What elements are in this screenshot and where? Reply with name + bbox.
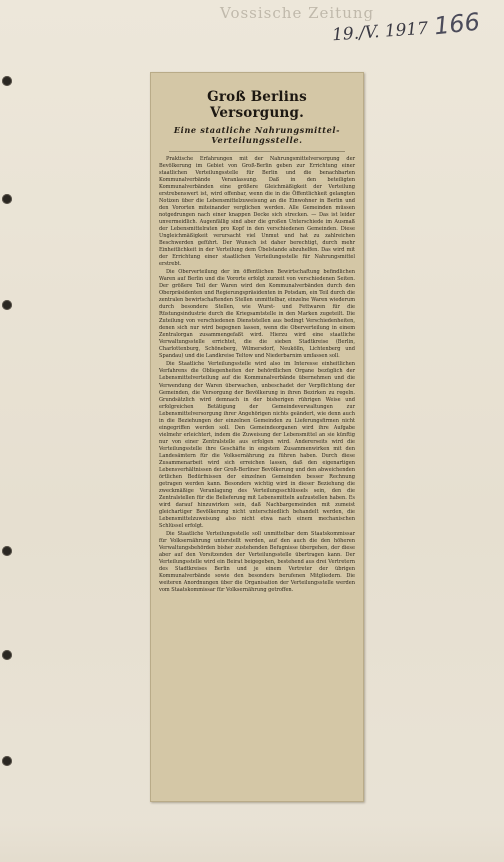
binding-hole bbox=[2, 300, 12, 310]
newspaper-masthead-fragment: Vossische Zeitung bbox=[220, 4, 375, 22]
article-paragraph: Die Staatliche Verteilungsstelle wird also im Interesse einheitlichen Verfahrens die Obliegenheiten der behördlichen Organe bezüglich der Lebensmittelverteilung auf die Kommunalverbände übernehmen und die Verwendung der Waren überwachen, unbeschadet der Verpflichtung der Gemeinden, die Versorgung der Bevölkerung in ihren Bezirken zu regeln. Grundsätzlich wird demnach in der bisherigen rührigen Weise und erfolgreichen Betätigung der Gemeindeverwaltungen zur Lebensmittelversorgung ihrer Angehörigen nichts geändert, wie denn auch in die Beziehungen der einzelnen Gemeinden zu Lieferungsfirmen nicht eingegriffen werden soll. Den Gemeindeorganen wird ihre Aufgabe vielmehr erleichtert, indem die Zuweisung der Lebensmittel an sie künftig nur von einer Zentralstelle aus erfolgen wird. Andererseits wird die Verteilungsstelle ihre Geschäfte in engstem Zusammenwirken mit den Landesämtern für die Volksernährung zu führen haben. Durch diese Zusammenarbeit wird sich erreichen lassen, daß den eigenartigen Lebensverhältnissen der Groß-Berliner Bevölkerung und den abweichenden örtlichen Bedürfnissen der einzelnen Gemeinden besser Rechnung getragen werden kann. Besonders wichtig wird in dieser Beziehung die zweckmäßige Veranlagung des Verteilungsschlüssels sein, den die Zentralstellen für die Belieferung mit Lebensmitteln aufzustellen haben. Es wird darauf hinzuwirken sein, daß Nachbargemeinden mit zumeist gleichartiger Bevölkerung nicht unterschiedlich behandelt werden, die Lebensmittelzuweisung also nicht etwa nach einem mechanischen Schlüssel erfolgt. bbox=[159, 361, 355, 529]
article-paragraph: Praktische Erfahrungen mit der Nahrungsmittelversorgung der Bevölkerung im Gebiet von Groß-Berlin geben zur Errichtung einer staatlichen Verteilungsstelle für Berlin und die benachbarten Kommunalverbände Veranlassung. Daß in den beteiligten Kommunalverbänden eine größere Gleichmäßigkeit der Verteilung erstrebenswert ist, wird offenbar, wenn die in die Öffentlichkeit gelangten Notizen über die Lebensmittelzuweisung an die Einwohner in Berlin und den Vororten miteinander verglichen werden. Alle Gemeinden müssen notgedrungen nach einer knappen Decke sich strecken. — Das ist leider unvermeidlich. Augenfällig sind aber die großen Unterschiede im Ausmaß der Lebensmittelraten pro Kopf in den verschiedenen Gemeinden. Diese Ungleichmäßigkeit verursacht viel Unmut und hat zu zahlreichen Beschwerden geführt. Der Wunsch ist daher berechtigt, durch mehr Einheitlichkeit in der Verteilung dem Übelstande abzuhelfen. Das wird mit der Errichtung einer staatlichen Verteilungsstelle für Nahrungsmittel erstrebt. bbox=[159, 156, 355, 268]
binding-hole bbox=[2, 650, 12, 660]
article-headline: Groß Berlins Versorgung. bbox=[207, 89, 307, 121]
archive-page-number: 166 bbox=[432, 7, 482, 41]
handwritten-date: 19./V. 1917 bbox=[331, 18, 429, 46]
divider bbox=[169, 151, 345, 152]
article-paragraph: Die Staatliche Verteilungsstelle soll unmittelbar dem Staatskommissar für Volksernährung unterstellt werden, auf den auch die den höheren Verwaltungsbehörden bisher zustehenden Befugnisse übergehen, der diese aber auf den Vorsitzenden der Verteilungsstelle übertragen kann. Der Verteilungsstelle wird ein Beirat beigegeben, bestehend aus drei Vertretern des Stadtkreises Berlin und je einem Vertreter der übrigen Kommunalverbände sowie den besonders berufenen Mitgliedern. Die weiteren Anordnungen über die Organisation der Verteilungsstelle werden vom Staatskommissar für Volksernährung getroffen. bbox=[159, 530, 355, 593]
article-paragraph: Die Oberverteilung der im öffentlichen Bewirtschaftung befindlichen Waren auf Berlin und die Vororte erfolgt zurzeit von verschiedenen Seiten. Der größere Teil der Waren wird den Kommunalverbänden durch den Oberpräsidenten und Regierungspräsidenten in Potsdam, ein Teil durch die zentralen bewirtschaftenden Stellen unmittelbar, einzelne Waren wiederum durch besondere Stellen, wie Wurst- und Fettwaren für die Rüstungsindustrie durch die Kriegsamtstelle in den Marken zugeteilt. Die Zuteilung von verschiedenen Dienststellen aus bedingt Verschiedenheiten, denen sich nur wird begegnen lassen, wenn die Oberverteilung in einem Zentralorgan zusammengefaßt wird. Hierzu wird eine staatliche Verwaltungsstelle errichtet, die die sieben Stadtkreise (Berlin, Charlottenburg, Schöneberg, Wilmersdorf, Neukölln, Lichtenberg und Spandau) und die Landkreise Teltow und Niederbarnim umfassen soll. bbox=[159, 269, 355, 360]
binding-hole bbox=[2, 194, 12, 204]
binding-hole bbox=[2, 756, 12, 766]
article-subheadline: Eine staatliche Nahrungsmittel-Verteilungsstelle. bbox=[173, 125, 341, 145]
binding-hole bbox=[2, 546, 12, 556]
newspaper-clipping bbox=[150, 72, 364, 802]
binding-hole bbox=[2, 76, 12, 86]
sheet-bottom-edge bbox=[0, 818, 504, 862]
